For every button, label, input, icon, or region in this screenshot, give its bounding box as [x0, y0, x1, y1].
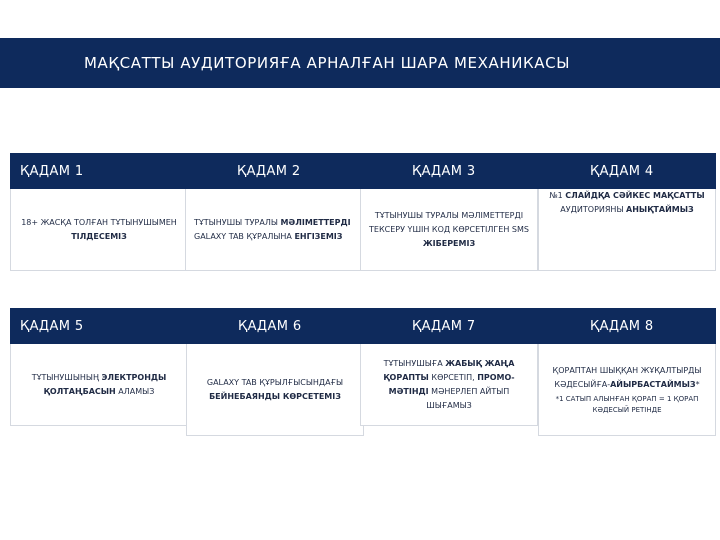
- desc-text: АЛАМЫЗ: [115, 386, 155, 396]
- desc-text: 18+ ЖАСҚА ТОЛҒАН ТҰТЫНУШЫМЕН: [21, 217, 177, 227]
- step-card-1: [10, 153, 188, 271]
- desc-text: GALAXY TAB ҚҰРАЛЫНА: [194, 231, 295, 241]
- desc-bold: ЭЛЕКТРОНДЫ ҚОЛТАҢБАСЫН: [43, 372, 167, 396]
- step-title: ҚАДАМ 6: [186, 308, 364, 344]
- desc-text: ТҰТЫНУШЫ ТУРАЛЫ МӘЛІМЕТТЕРДІ ТЕКСЕРУ ҮШІН КОД КӨРСЕТІЛГЕН SMS: [369, 210, 529, 234]
- step-title: ҚАДАМ 7: [360, 308, 538, 344]
- desc-bold: ПРОМО-МӘТІНДІ: [388, 372, 515, 396]
- step-description: [186, 344, 364, 436]
- desc-bold: БЕЙНЕБАЯНДЫ КӨРСЕТЕМІЗ: [209, 391, 341, 401]
- step-title: ҚАДАМ 2: [185, 153, 363, 189]
- desc-text: №1: [549, 191, 566, 200]
- step-description: [538, 344, 716, 436]
- desc-bold: ЖАБЫҚ ЖАҢА ҚОРАПТЫ: [383, 358, 515, 382]
- desc-text: ТҰТЫНУШЫҒА: [383, 358, 446, 368]
- step-card-6: [186, 308, 364, 436]
- step-description: [185, 189, 363, 271]
- step-title: ҚАДАМ 4: [538, 153, 716, 189]
- step-description: [10, 189, 188, 271]
- desc-text: КӨРСЕТІП,: [428, 372, 478, 382]
- page-title: МАҚСАТТЫ АУДИТОРИЯҒА АРНАЛҒАН ШАРА МЕХАНИКАСЫ: [84, 54, 571, 72]
- step-card-3: [360, 153, 538, 271]
- step-card-4: [538, 153, 716, 271]
- desc-text: ТҰТЫНУШЫНЫҢ: [31, 372, 102, 382]
- desc-bold: АНЫҚТАЙМЫЗ: [626, 205, 694, 214]
- step-card-2: [185, 153, 363, 271]
- step-title: ҚАДАМ 5: [10, 308, 188, 344]
- desc-text: *: [695, 379, 700, 389]
- step-card-8: [538, 308, 716, 436]
- step-card-5: [10, 308, 188, 426]
- desc-bold: ЕНГІЗЕМІЗ: [294, 231, 343, 241]
- step-title: ҚАДАМ 3: [360, 153, 538, 189]
- step-title: ҚАДАМ 8: [538, 308, 716, 344]
- step-description: [360, 189, 538, 271]
- desc-text: АУДИТОРИЯНЫ: [560, 205, 627, 214]
- desc-bold: МӘЛІМЕТТЕРДІ: [280, 217, 351, 227]
- desc-bold: СЛАЙДҚА СӘЙКЕС МАҚСАТТЫ: [565, 191, 705, 200]
- footnote: *1 САТЫП АЛЫНҒАН ҚОРАП = 1 ҚОРАП КӘДЕСЫЙ РЕТІНДЕ: [555, 394, 699, 414]
- desc-bold: ЖІБЕРЕМІЗ: [422, 238, 476, 248]
- step-description: [360, 344, 538, 426]
- desc-text: ТҰТЫНУШЫ ТУРАЛЫ: [194, 217, 281, 227]
- step-description: [10, 344, 188, 426]
- step-card-7: [360, 308, 538, 426]
- desc-bold: АЙЫРБАСТАЙМЫЗ: [610, 379, 696, 389]
- desc-text: ҚОРАПТАН ШЫҚҚАН ЖҰҚАЛТЫРДЫ КӘДЕСЫЙҒА-: [552, 365, 702, 389]
- desc-text: GALAXY TAB ҚҰРЫЛҒЫСЫНДАҒЫ: [206, 377, 344, 387]
- desc-bold: ТІЛДЕСЕМІЗ: [71, 231, 127, 241]
- header-banner: [0, 38, 720, 88]
- step-description: [538, 189, 716, 271]
- step-title: ҚАДАМ 1: [10, 153, 188, 189]
- desc-text: МӘНЕРЛЕП АЙТЫП ШЫҒАМЫЗ: [426, 386, 510, 410]
